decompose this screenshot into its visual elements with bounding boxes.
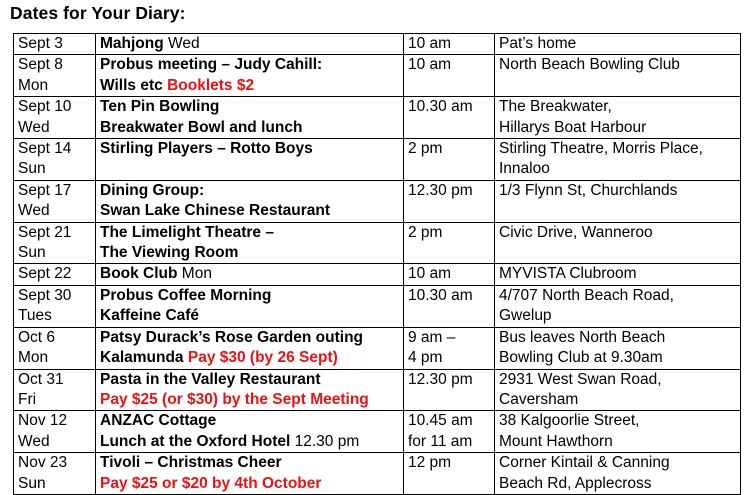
cell-line: Nov 12 xyxy=(18,412,68,430)
cell-line: for 11 am xyxy=(408,432,473,450)
diary-table-body xyxy=(14,34,741,495)
cell-line: Sept 22 xyxy=(18,265,72,283)
event-text: ANZAC Cottage xyxy=(100,412,217,430)
cell-line: Sept 21 xyxy=(18,223,72,241)
event-line xyxy=(100,390,399,410)
table-row xyxy=(14,180,741,222)
event-line xyxy=(100,97,399,117)
venue-cell xyxy=(495,55,741,97)
time-cell xyxy=(404,97,495,139)
event-text: Tivoli – Christmas Cheer xyxy=(100,454,282,472)
event-line xyxy=(100,328,399,348)
cell-line: Sun xyxy=(18,474,46,492)
event-text: 12.30 pm xyxy=(290,432,360,450)
event-line xyxy=(100,201,399,221)
cell-line: Sun xyxy=(18,160,46,178)
event-line xyxy=(100,474,399,494)
time-cell xyxy=(404,264,495,285)
event-text: Wills etc xyxy=(100,76,168,94)
venue-cell xyxy=(495,139,741,181)
cell-line: 2 pm xyxy=(408,223,443,241)
payment-note: Pay $30 (by 26 Sept) xyxy=(187,349,338,367)
cell-line: Corner Kintail & Canning xyxy=(499,454,670,472)
event-line xyxy=(100,55,399,75)
date-cell xyxy=(14,285,96,327)
event-text: Breakwater Bowl and lunch xyxy=(100,118,303,136)
cell-line: Mon xyxy=(18,76,49,94)
cell-line: Hillarys Boat Harbour xyxy=(499,118,647,136)
date-cell xyxy=(14,222,96,264)
cell-line: 10.30 am xyxy=(408,98,473,116)
venue-cell xyxy=(495,264,741,285)
event-line xyxy=(100,243,399,263)
cell-line: 2 pm xyxy=(408,140,443,158)
event-text: Lunch at the Oxford Hotel xyxy=(100,432,291,450)
event-text: Probus Coffee Morning xyxy=(100,286,272,304)
cell-line: Sept 30 xyxy=(18,286,72,304)
event-cell xyxy=(96,55,404,97)
event-cell xyxy=(96,453,404,495)
cell-line: 38 Kalgoorlie Street, xyxy=(499,412,640,430)
cell-line: Pat’s home xyxy=(499,35,577,52)
event-line xyxy=(100,306,399,326)
cell-line: 1/3 Flynn St, Churchlands xyxy=(499,181,678,199)
event-cell xyxy=(96,97,404,139)
event-cell xyxy=(96,327,404,369)
cell-line: 10 am xyxy=(408,35,452,52)
event-text: Kalamunda xyxy=(100,349,188,367)
date-cell xyxy=(14,369,96,411)
event-cell xyxy=(96,285,404,327)
cell-line: Nov 23 xyxy=(18,454,68,472)
event-line xyxy=(100,286,399,306)
cell-line: Oct 31 xyxy=(18,370,64,388)
cell-line: Mount Hawthorn xyxy=(499,432,613,450)
event-text: The Viewing Room xyxy=(100,244,239,262)
event-line xyxy=(100,432,399,452)
time-cell xyxy=(404,285,495,327)
cell-line: 10.45 am xyxy=(408,412,473,430)
venue-cell xyxy=(495,327,741,369)
time-cell xyxy=(404,180,495,222)
event-text: Book Club xyxy=(100,265,178,283)
date-cell xyxy=(14,139,96,181)
cell-line: Sept 8 xyxy=(18,56,63,74)
event-text: Swan Lake Chinese Restaurant xyxy=(100,202,330,220)
event-cell xyxy=(96,180,404,222)
payment-note: Booklets $2 xyxy=(167,76,255,94)
event-cell xyxy=(96,34,404,55)
venue-cell xyxy=(495,180,741,222)
date-cell xyxy=(14,97,96,139)
cell-line: Bowling Club at 9.30am xyxy=(499,349,663,367)
event-line xyxy=(100,453,399,473)
event-cell xyxy=(96,222,404,264)
cell-line: Fri xyxy=(18,390,37,408)
time-cell xyxy=(404,327,495,369)
cell-line: Civic Drive, Wanneroo xyxy=(499,223,653,241)
cell-line: 10 am xyxy=(408,56,452,74)
cell-line: 12.30 pm xyxy=(408,370,473,388)
event-line xyxy=(100,139,399,159)
table-row xyxy=(14,139,741,181)
event-text: Mon xyxy=(177,265,212,283)
page-title: Dates for Your Diary: xyxy=(10,3,186,23)
time-cell xyxy=(404,411,495,453)
event-cell xyxy=(96,369,404,411)
table-row xyxy=(14,55,741,97)
event-cell xyxy=(96,139,404,181)
time-cell xyxy=(404,453,495,495)
cell-line: 10 am xyxy=(408,265,452,283)
event-text: Stirling Players – Rotto Boys xyxy=(100,140,313,158)
event-line xyxy=(100,411,399,431)
event-cell xyxy=(96,411,404,453)
cell-line: Mon xyxy=(18,349,49,367)
cell-line: Tues xyxy=(18,307,52,325)
table-row xyxy=(14,285,741,327)
cell-line: Wed xyxy=(18,432,50,450)
cell-line: Bus leaves North Beach xyxy=(499,328,666,346)
event-cell xyxy=(96,264,404,285)
venue-cell xyxy=(495,369,741,411)
cell-line: North Beach Bowling Club xyxy=(499,56,680,74)
event-line xyxy=(100,181,399,201)
event-text: Kaffeine Café xyxy=(100,307,200,325)
event-line xyxy=(100,264,399,284)
table-row xyxy=(14,411,741,453)
cell-line: Gwelup xyxy=(499,307,552,325)
cell-line: 2931 West Swan Road, xyxy=(499,370,662,388)
time-cell xyxy=(404,222,495,264)
cell-line: Sept 10 xyxy=(18,98,72,116)
event-line xyxy=(100,223,399,243)
date-cell xyxy=(14,34,96,55)
date-cell xyxy=(14,264,96,285)
cell-line: 12 pm xyxy=(408,454,452,472)
table-row xyxy=(14,327,741,369)
cell-line: Beach Rd, Applecross xyxy=(499,474,652,492)
payment-note: Pay $25 or $20 by 4th October xyxy=(100,474,322,492)
time-cell xyxy=(404,369,495,411)
event-line xyxy=(100,370,399,390)
cell-line: 10.30 am xyxy=(408,286,473,304)
venue-cell xyxy=(495,34,741,55)
event-line xyxy=(100,118,399,138)
cell-line: Sept 14 xyxy=(18,140,72,158)
cell-line: Sept 17 xyxy=(18,181,72,199)
cell-line: Caversham xyxy=(499,390,579,408)
cell-line: Oct 6 xyxy=(18,328,56,346)
cell-line: 4/707 North Beach Road, xyxy=(499,286,674,304)
diary-table xyxy=(13,33,741,495)
time-cell xyxy=(404,34,495,55)
event-text: Pasta in the Valley Restaurant xyxy=(100,370,321,388)
cell-line: Innaloo xyxy=(499,160,550,178)
venue-cell xyxy=(495,285,741,327)
time-cell xyxy=(404,55,495,97)
venue-cell xyxy=(495,97,741,139)
date-cell xyxy=(14,327,96,369)
cell-line: 4 pm xyxy=(408,349,443,367)
cell-line: Stirling Theatre, Morris Place, xyxy=(499,140,703,158)
table-row xyxy=(14,264,741,285)
event-line xyxy=(100,348,399,368)
table-row xyxy=(14,453,741,495)
time-cell xyxy=(404,139,495,181)
cell-line: Sun xyxy=(18,244,46,262)
venue-cell xyxy=(495,222,741,264)
event-line xyxy=(100,76,399,96)
event-text: The Limelight Theatre – xyxy=(100,223,274,241)
event-text: Probus meeting – Judy Cahill: xyxy=(100,56,323,74)
cell-line: Wed xyxy=(18,118,50,136)
event-text: Mahjong xyxy=(100,35,164,52)
cell-line: MYVISTA Clubroom xyxy=(499,265,637,283)
event-line xyxy=(100,34,399,54)
venue-cell xyxy=(495,411,741,453)
table-row xyxy=(14,34,741,55)
cell-line: Wed xyxy=(18,202,50,220)
cell-line: The Breakwater, xyxy=(499,98,612,116)
cell-line: 9 am – xyxy=(408,328,456,346)
event-text: Dining Group: xyxy=(100,181,205,199)
venue-cell xyxy=(495,453,741,495)
date-cell xyxy=(14,453,96,495)
date-cell xyxy=(14,55,96,97)
date-cell xyxy=(14,180,96,222)
event-text: Ten Pin Bowling xyxy=(100,98,220,116)
date-cell xyxy=(14,411,96,453)
table-row xyxy=(14,97,741,139)
table-row xyxy=(14,222,741,264)
table-row xyxy=(14,369,741,411)
event-text: Wed xyxy=(163,35,200,52)
cell-line: Sept 3 xyxy=(18,35,63,52)
cell-line: 12.30 pm xyxy=(408,181,473,199)
event-text: Patsy Durack’s Rose Garden outing xyxy=(100,328,364,346)
payment-note: Pay $25 (or $30) by the Sept Meeting xyxy=(100,390,369,408)
